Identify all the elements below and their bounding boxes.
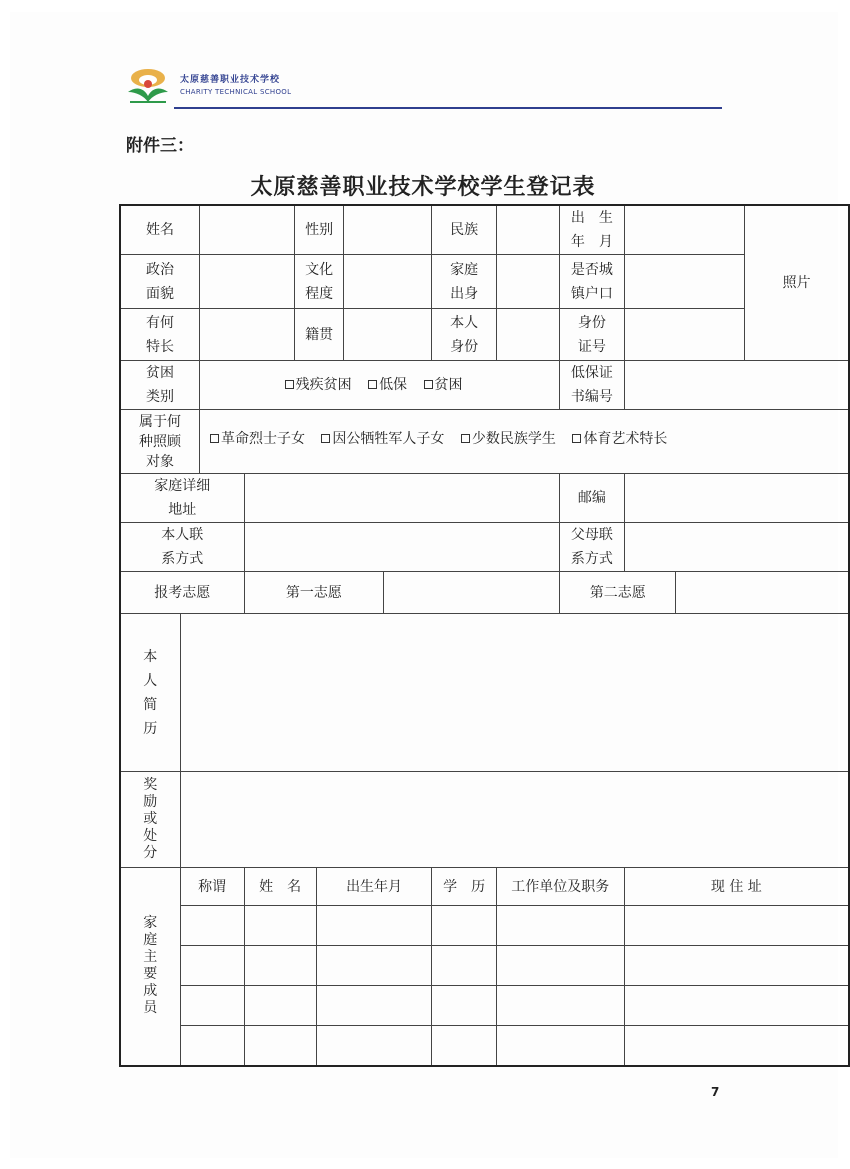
care-option-minority[interactable]	[461, 431, 556, 447]
label-care-type	[120, 410, 199, 474]
label-family-char: 成	[143, 983, 158, 1000]
label-ethnicity: 民族	[432, 205, 497, 255]
field-first-choice[interactable]	[384, 572, 560, 614]
label-second-choice: 第二志愿	[560, 572, 676, 614]
label-family-origin-line1: 家庭	[450, 261, 479, 278]
checkbox-icon	[572, 434, 581, 443]
label-family-origin	[432, 255, 497, 309]
label-parent-contact-line2: 系方式	[570, 551, 613, 567]
field-second-choice[interactable]	[676, 572, 849, 614]
label-id-number-line2: 证号	[577, 338, 606, 355]
care-option-label: 体育艺术特长	[583, 430, 668, 447]
family-cell[interactable]	[316, 1026, 432, 1066]
label-identity-line2: 身份	[450, 338, 479, 355]
poverty-option-label: 低保	[379, 377, 408, 393]
label-specialty-line1: 有何	[145, 314, 174, 331]
family-cell[interactable]	[624, 1026, 849, 1066]
label-family-origin-line2: 出身	[450, 285, 479, 302]
family-cell[interactable]	[244, 986, 316, 1026]
family-cell[interactable]	[316, 946, 432, 986]
field-postcode[interactable]	[624, 474, 849, 523]
care-option-soldier[interactable]	[321, 431, 444, 447]
label-political-line1: 政治	[145, 261, 174, 278]
field-resume[interactable]	[180, 614, 849, 772]
family-cell[interactable]	[180, 906, 244, 946]
checkbox-icon	[424, 380, 433, 389]
family-cell[interactable]	[432, 1026, 497, 1066]
school-name-en: CHARITY TECHNICAL SCHOOL	[180, 88, 292, 96]
poverty-option-label: 残疾贫困	[295, 377, 352, 393]
label-awards	[120, 772, 180, 868]
registration-form-table	[119, 204, 850, 1067]
label-identity-line1: 本人	[450, 314, 479, 331]
poverty-option-label: 贫困	[434, 377, 463, 393]
label-first-choice: 第一志愿	[244, 572, 384, 614]
label-name: 姓名	[120, 205, 199, 255]
field-birth[interactable]	[624, 205, 745, 255]
family-row	[120, 1026, 849, 1066]
family-col-education: 学 历	[432, 868, 497, 906]
label-family-char: 庭	[143, 932, 158, 949]
family-cell[interactable]	[316, 906, 432, 946]
care-option-label: 革命烈士子女	[220, 430, 305, 447]
label-awards-char: 或	[143, 811, 158, 827]
school-logo-icon	[126, 68, 170, 106]
label-poverty-line2: 类别	[145, 389, 174, 405]
label-id-number-line1: 身份	[577, 314, 606, 331]
family-col-address: 现 住 址	[624, 868, 849, 906]
label-contact	[120, 523, 244, 572]
field-identity[interactable]	[496, 309, 559, 361]
label-care-line3: 对象	[145, 453, 174, 470]
family-row	[120, 906, 849, 946]
family-row	[120, 986, 849, 1026]
poverty-options	[199, 361, 559, 410]
family-col-name: 姓 名	[244, 868, 316, 906]
family-cell[interactable]	[624, 986, 849, 1026]
care-option-label: 因公牺牲军人子女	[332, 430, 445, 447]
label-poverty-line1: 贫困	[145, 365, 174, 381]
family-cell[interactable]	[244, 946, 316, 986]
label-address-line1: 家庭详细	[154, 478, 211, 494]
label-awards-char: 处	[143, 828, 158, 844]
label-parent-contact	[560, 523, 625, 572]
field-allowance-number[interactable]	[624, 361, 849, 410]
poverty-option-poor[interactable]	[424, 377, 463, 393]
field-education[interactable]	[343, 255, 431, 309]
field-name[interactable]	[199, 205, 294, 255]
field-parent-contact[interactable]	[624, 523, 849, 572]
family-col-birth: 出生年月	[316, 868, 432, 906]
family-col-relation: 称谓	[180, 868, 244, 906]
field-gender[interactable]	[343, 205, 431, 255]
label-resume-char: 历	[143, 720, 158, 737]
label-address	[120, 474, 244, 523]
checkbox-icon	[461, 434, 470, 443]
family-row	[120, 946, 849, 986]
label-family-char: 员	[143, 1000, 158, 1017]
family-cell[interactable]	[180, 946, 244, 986]
family-cell[interactable]	[496, 1026, 624, 1066]
care-option-label: 少数民族学生	[471, 430, 556, 447]
checkbox-icon	[210, 434, 219, 443]
field-urban[interactable]	[624, 255, 745, 309]
field-contact[interactable]	[244, 523, 560, 572]
family-cell[interactable]	[432, 986, 497, 1026]
label-poverty	[120, 361, 199, 410]
label-application: 报考志愿	[120, 572, 244, 614]
family-cell[interactable]	[180, 1026, 244, 1066]
field-specialty[interactable]	[199, 309, 294, 361]
school-name-cn: 太原慈善职业技术学校	[180, 75, 281, 85]
care-options	[199, 410, 849, 474]
label-native-place: 籍贯	[295, 309, 344, 361]
form-title-text: 太原慈善职业技术学校学生登记表	[250, 174, 596, 200]
label-birth-line2: 年 月	[570, 234, 613, 250]
form-title	[0, 170, 850, 201]
photo-box[interactable]: 照片	[745, 205, 849, 361]
label-id-number	[560, 309, 625, 361]
family-cell[interactable]	[624, 946, 849, 986]
label-gender: 性别	[295, 205, 344, 255]
label-awards-char: 分	[143, 845, 158, 861]
field-native-place[interactable]	[343, 309, 431, 361]
label-resume	[120, 614, 180, 772]
attachment-label: 附件三：	[126, 136, 194, 156]
checkbox-icon	[321, 434, 330, 443]
label-identity	[432, 309, 497, 361]
label-allowance-number	[560, 361, 625, 410]
label-urban-line2: 镇户口	[570, 285, 613, 302]
label-specialty	[120, 309, 199, 361]
label-family-char: 家	[143, 915, 158, 932]
family-col-employer: 工作单位及职务	[496, 868, 624, 906]
page-number: 7	[711, 1085, 720, 1099]
field-ethnicity[interactable]	[496, 205, 559, 255]
label-postcode: 邮编	[560, 474, 625, 523]
care-option-sports-arts[interactable]	[572, 431, 667, 447]
care-option-martyr[interactable]	[210, 431, 305, 447]
family-cell[interactable]	[316, 986, 432, 1026]
poverty-option-allowance[interactable]	[368, 377, 407, 393]
family-cell[interactable]	[624, 906, 849, 946]
label-political-line2: 面貌	[145, 285, 174, 302]
label-contact-line1: 本人联	[161, 527, 204, 543]
label-resume-char: 简	[143, 696, 158, 713]
label-family-char: 主	[143, 949, 158, 966]
family-cell[interactable]	[244, 906, 316, 946]
family-cell[interactable]	[496, 906, 624, 946]
label-resume-char: 人	[143, 672, 158, 689]
label-urban-line1: 是否城	[570, 261, 613, 278]
field-political[interactable]	[199, 255, 294, 309]
field-awards[interactable]	[180, 772, 849, 868]
label-family-members	[120, 868, 180, 1066]
label-education-line1: 文化	[305, 261, 334, 278]
field-address[interactable]	[244, 474, 560, 523]
label-family-char: 要	[143, 966, 158, 983]
label-allowance-line2: 书编号	[570, 389, 613, 405]
label-resume-char: 本	[143, 648, 158, 665]
label-parent-contact-line1: 父母联	[570, 527, 613, 543]
label-education-line2: 程度	[305, 285, 334, 302]
checkbox-icon	[368, 380, 377, 389]
checkbox-icon	[285, 380, 294, 389]
label-birth-line1: 出 生	[570, 210, 613, 226]
label-allowance-line1: 低保证	[570, 365, 613, 381]
family-cell[interactable]	[496, 946, 624, 986]
header-divider	[174, 107, 722, 109]
family-cell[interactable]	[432, 946, 497, 986]
label-specialty-line2: 特长	[145, 338, 174, 355]
label-contact-line2: 系方式	[161, 551, 204, 567]
poverty-option-disabled[interactable]	[285, 377, 352, 393]
label-care-line2: 种照顾	[138, 433, 181, 450]
label-political	[120, 255, 199, 309]
label-care-line1: 属于何	[138, 413, 181, 430]
label-urban	[560, 255, 625, 309]
label-education	[295, 255, 344, 309]
family-cell[interactable]	[496, 986, 624, 1026]
field-family-origin[interactable]	[496, 255, 559, 309]
label-awards-char: 奖	[143, 777, 158, 793]
family-cell[interactable]	[432, 906, 497, 946]
label-address-line2: 地址	[168, 502, 197, 518]
label-birth	[560, 205, 625, 255]
family-cell[interactable]	[180, 986, 244, 1026]
field-id-number[interactable]	[624, 309, 745, 361]
label-awards-char: 励	[143, 794, 158, 810]
family-cell[interactable]	[244, 1026, 316, 1066]
